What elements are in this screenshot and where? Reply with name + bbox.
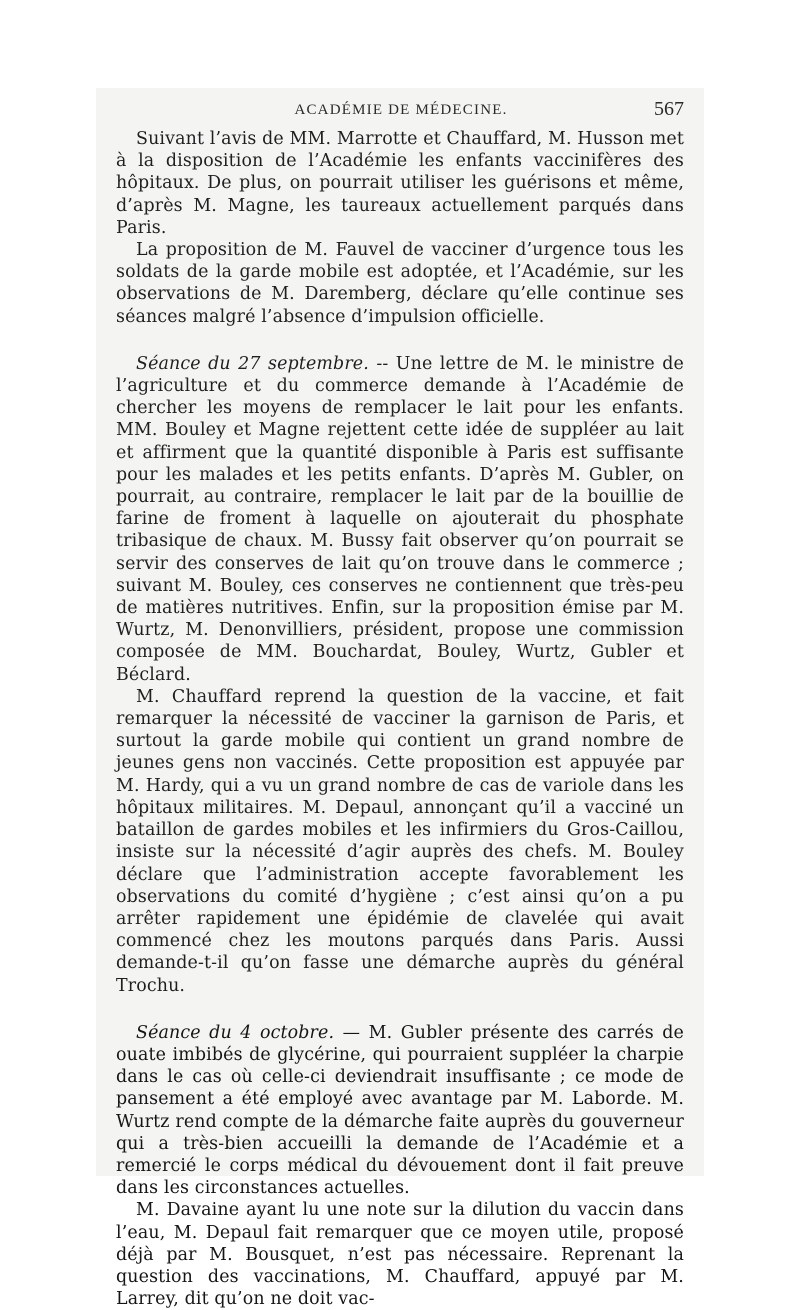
paragraph-text: M. Chauffard reprend la question de la vaccine, et fait remarquer la nécessité de vacciner la garnison de Paris, et surtout la garde mobile qui contient un grand nombre de jeunes gens non vaccinés. Cette proposition est appuyée par M. Hardy, qui a vu un grand nombre de cas de variole dans les hôpitaux militaires. M. Depaul, annonçant qu’il a vacciné un bataillon de gardes mobiles et les infirmiers du Gros-Caillou, insiste sur la nécessité d’agir auprès des chefs. M. Bouley déclare que l’administration accepte favorablement les observations du comité d’hygiène ; c’est ainsi qu’on a pu arrêter rapidement une épidémie de clavelée qui avait commencé chez les moutons parqués dans Paris. Aussi demande-t-il qu’on fasse une démarche auprès du général Trochu. [116, 686, 684, 996]
paragraph-text: — M. Gubler présente des carrés de ouate imbibés de glycérine, qui pourraient suppléer la charpie dans le cas où celle-ci deviendrait insuffisante ; ce mode de pansement a été employé avec avantage par M. Laborde. M. Wurtz rend compte de la démarche faite auprès du gouverneur qui a très-bien accueilli la demande de l’Académie et a remercié le corps médical du dévouement dont il fait preuve dans les circonstances actuelles. [116, 1022, 684, 1199]
page-number: 567 [654, 98, 684, 120]
paragraph-2 [116, 239, 684, 328]
section-gap [116, 328, 684, 353]
paragraph-text: -- Une lettre de M. le ministre de l’agriculture et du commerce demande à l’Académie de chercher les moyens de remplacer le lait pour les enfants. MM. Bouley et Magne rejettent cette idée de suppléer au lait et affirment que la quantité disponible à Paris est suffisante pour les malades et les petits enfants. D’après M. Gubler, on pourrait, au contraire, remplacer le lait par de la bouillie de farine de froment à laquelle on ajouterait du phosphate tribasique de chaux. M. Bussy fait observer qu’on pourrait se servir des conserves de lait qu’on trouve dans le commerce ; suivant M. Bouley, ces conserves ne contiennent que très-peu de matières nutritives. Enfin, sur la proposition émise par M. Wurtz, M. Denonvilliers, président, propose une commission composée de MM. Bouchardat, Bouley, Wurtz, Gubler et Béclard. [116, 353, 684, 685]
section-gap [116, 997, 684, 1022]
paragraph-5 [116, 1022, 684, 1200]
paragraph-6 [116, 1199, 684, 1310]
paragraph-text: Suivant l’avis de MM. Marrotte et Chauffard, M. Husson met à la disposition de l’Académie les enfants vaccinifères des hôpitaux. De plus, on pourrait utiliser les guérisons et même, d’après M. Magne, les taureaux actuellement parqués dans Paris. [116, 129, 684, 238]
session-date-heading: Séance du 4 octobre. [136, 1022, 335, 1043]
paragraph-1 [116, 128, 684, 239]
paragraph-4 [116, 686, 684, 997]
paragraph-3 [116, 353, 684, 686]
session-date-heading: Séance du 27 septembre. [136, 353, 369, 374]
paragraph-text: M. Davaine ayant lu une note sur la dilution du vaccin dans l’eau, M. Depaul fait remarquer que ce moyen utile, proposé déjà par M. Bousquet, n’est pas nécessaire. Reprenant la question des vaccinations, M. Chauffard, appuyé par M. Larrey, dit qu’on ne doit vac- [116, 1200, 684, 1310]
article-body [116, 128, 684, 1310]
running-head: ACADÉMIE DE MÉDECINE. [294, 102, 508, 118]
paragraph-text: La proposition de M. Fauvel de vacciner d’urgence tous les soldats de la garde mobile est adoptée, et l’Académie, sur les observations de M. Daremberg, déclare qu’elle continue ses séances malgré l’absence d’impulsion officielle. [116, 240, 684, 327]
page-header [118, 98, 684, 124]
